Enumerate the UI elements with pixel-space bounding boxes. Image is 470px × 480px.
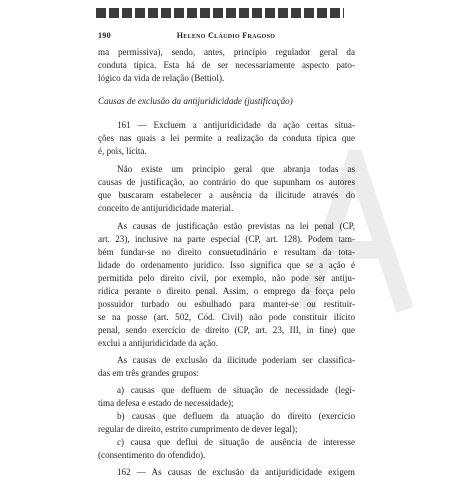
section-heading: Causas de exclusão da antijuridicidade (justificação)	[98, 96, 293, 106]
list-item-a: a) causas que defluem de situação de necessidade (legí-	[117, 385, 355, 395]
text-line: (consentimento do ofendido).	[98, 450, 206, 460]
text-line: art. 23), inclusive na parte especial (CP, art. 128). Podem tam-	[98, 234, 355, 244]
paragraph-161: 161 — Excluem a antijuridicidade da ação certas situa-	[117, 120, 355, 130]
list-item-b: b) causas que defluem da atuação do direito (exercício	[117, 411, 355, 421]
text-line: possuidor turbado ou esbulhado para manter-se ou restituir-	[98, 299, 355, 309]
text-line: que buscaram estabelecer a ausência da ilicitude através do	[98, 190, 355, 200]
page-number: 190	[98, 31, 111, 40]
text-line: ma permissiva), sendo, antes, princípio regulador geral da	[98, 47, 355, 57]
text-line: rídica perante o direito penal. Assim, o emprego da força pelo	[98, 286, 355, 296]
page-header	[96, 31, 356, 43]
text-line: lógico da vida de relação (Bettiol).	[98, 73, 225, 83]
paragraph-162: 162 — As causas de exclusão da antijuridicidade exigem	[117, 467, 355, 477]
text-line: permitida pelo direito civil, por exemplo, não pode ser antiju-	[98, 273, 355, 283]
text-line: penal, sendo exercício de direito (CP, art. 23, III, in fine) que	[98, 325, 355, 335]
text-line: tima defesa e estado de necessidade);	[98, 398, 234, 408]
text-line: é, pois, lícita.	[98, 146, 147, 156]
text-line: ções nas quais a lei permite a realização da conduta típica que	[98, 133, 355, 143]
text-line: regular de direito, estrito cumprimento de dever legal);	[98, 424, 298, 434]
text-line: Não existe um princípio geral que abranja todas as	[117, 164, 355, 174]
text-line: das em três grandes grupos:	[98, 368, 200, 378]
text-line: bém fundar-se no direito consuetudinário e resultam da tota-	[98, 247, 355, 257]
text-line: conduta típica. Esta há de ser necessariamente aspecto pato-	[98, 60, 355, 70]
text-line: As causas de justificação estão previstas na lei penal (CP,	[117, 221, 355, 231]
page-top-band	[96, 8, 344, 18]
text-line: conceito de antijuridicidade material.	[98, 203, 234, 213]
text-line: As causas de exclusão da ilicitude poderiam ser classifica-	[117, 355, 355, 365]
running-title: Heleno Cláudio Fragoso	[176, 31, 276, 40]
text-line: lidade do ordenamento jurídico. Isso significa que se a ação é	[98, 260, 355, 270]
text-line: exclui a antijuridicidade da ação.	[98, 338, 218, 348]
text-line: causas de justificação, ao contrário do que supunham os autores	[98, 177, 355, 187]
list-item-c: c) causa que deflui de situação de ausência de interesse	[117, 437, 355, 447]
text-line: se na posse (art. 502, Cód. Civil) não pode constituir ilícito	[98, 312, 355, 322]
